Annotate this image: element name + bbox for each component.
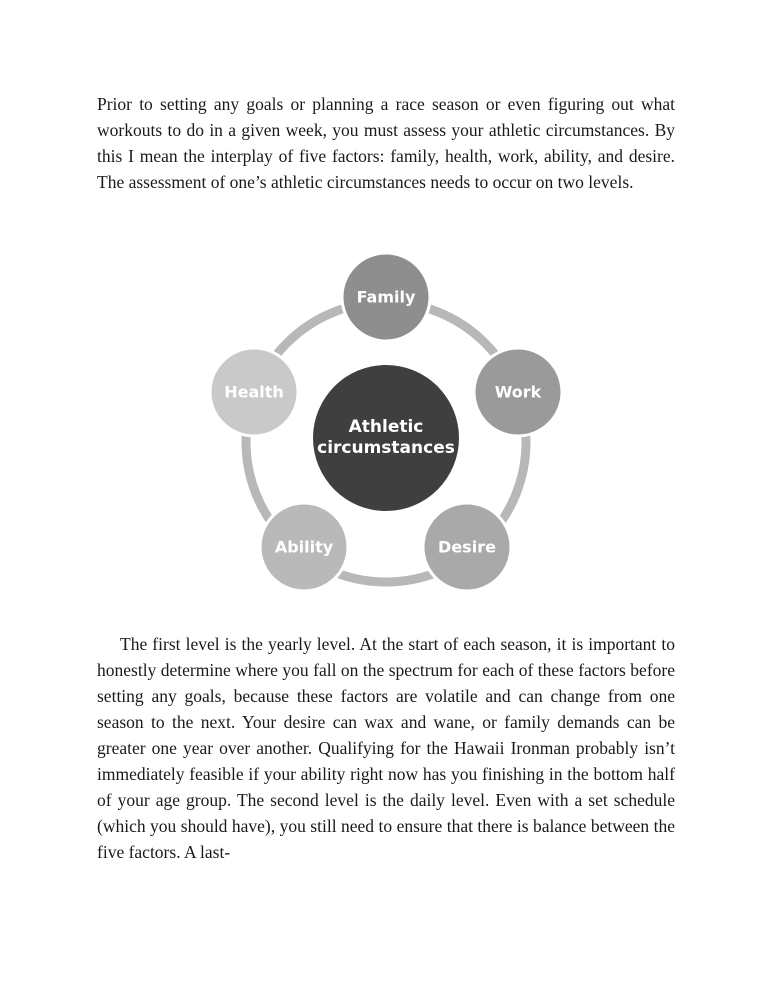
node-work-label: Work (494, 382, 542, 402)
node-family-label: Family (356, 287, 416, 307)
body-paragraph: The first level is the yearly level. At the start of each season, it is important to honestly determine where you fall on the spectrum for each of these factors before setting any goals, because these factors are volatile and can change from one season to the next. Your desire can wax and wane, or family demands can be greater one year over another. Qualifying for the Hawaii Ironman probably isn’t immediately feasible if your ability right now has you finishing in the bottom half of your age group. The second level is the daily level. Even with a set schedule (which you should have), you still need to ensure that there is balance between the five factors. A last- (97, 634, 675, 862)
node-health (210, 348, 298, 436)
node-ability (260, 503, 348, 591)
intro-paragraph: Prior to setting any goals or planning a race season or even figuring out what workouts to do in a given week, you must assess your athletic circumstances. By this I mean the interplay of five factors: family, health, work, ability, and desire. The assessment of one’s athletic circumstances needs to occur on two levels. (97, 94, 675, 192)
center-label-line2: circumstances (317, 438, 455, 458)
node-desire (423, 503, 511, 591)
node-ability-label: Ability (274, 537, 334, 557)
node-work (474, 348, 562, 436)
athletic-circumstances-diagram (196, 247, 576, 607)
node-family (342, 253, 430, 341)
node-health-label: Health (224, 382, 284, 402)
node-desire-label: Desire (438, 537, 496, 557)
center-node (313, 365, 459, 511)
center-label-line1: Athletic (348, 417, 424, 437)
